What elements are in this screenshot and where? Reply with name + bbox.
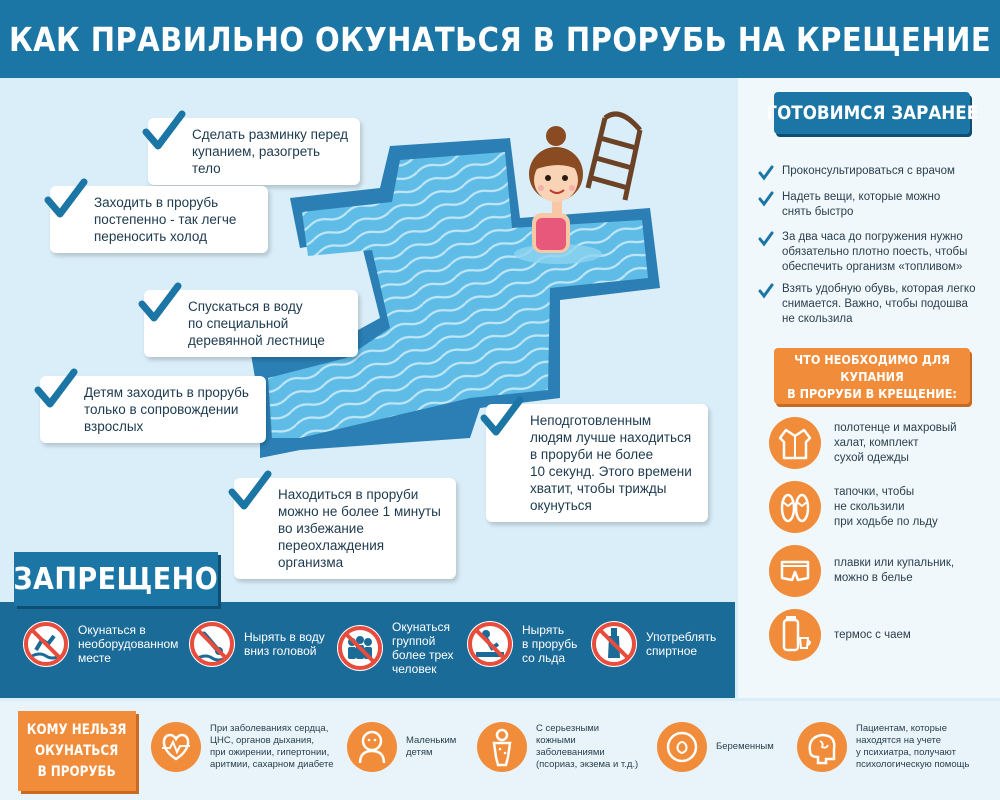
who-item [796,721,969,773]
tip-ladder [144,290,358,357]
heart-icon [150,721,202,773]
needed-text: не скользили [834,500,905,513]
who-text: аритмии, сахарном диабете [210,759,334,770]
needed-item [768,416,998,470]
who-text: у психиатра, получают [856,747,956,758]
ladder-icon [588,114,640,200]
checkmark-icon [480,396,524,440]
forbidden-item [22,620,178,668]
tip-text: деревянной лестнице [188,333,325,348]
contraindications-section [0,698,1000,800]
tip-text: организма [278,555,344,570]
group-icon [336,624,384,672]
who-text: заболеваниями [536,747,605,758]
forbidden-text: со льда [522,651,566,665]
who-text: психологическую помощь [856,759,970,770]
who-text: С серьезными [536,723,600,734]
forbidden-title: ЗАПРЕЩЕНО [13,561,219,597]
tip-text: только в сопровождении [84,402,239,417]
who-item [476,721,638,773]
prepare-text: снимается. Важно, чтобы подошва [782,298,968,310]
right-panel [735,78,1000,698]
prepare-title-box [766,92,978,134]
who-title-line: В ПРОРУБЬ [37,763,117,780]
tip-children [40,376,266,443]
who-text: находятся на учете [856,735,942,746]
who-title-box [18,711,136,791]
ice-dive-icon [466,620,514,668]
checkmark-icon [758,231,774,247]
slippers-icon [768,480,822,534]
tip-one-minute [234,478,456,579]
tip-text: Спускаться в воду [188,299,303,314]
needed-text: полотенце и махровый [834,421,957,434]
unequipped-place-icon [22,620,70,668]
who-text: Маленьким [406,735,457,746]
bottle-icon [590,620,638,668]
who-title-line: КОМУ НЕЛЬЗЯ [27,721,127,738]
tip-text: можно не более 1 минуты [278,504,441,519]
who-text: Пациентам, которые [856,723,947,734]
forbidden-item [466,620,577,668]
who-text: При заболеваниях сердца, [210,723,329,734]
tip-text: переносить холод [94,229,207,244]
who-item [346,721,456,773]
prepare-item [758,190,993,220]
prepare-text: Взять удобную обувь, которая легко [782,283,976,295]
swimwear-icon [768,544,822,598]
page-header [0,0,1000,78]
prepare-text: За два часа до погружения нужно [782,231,963,243]
tip-text: купанием, разогреть тело [192,144,321,176]
forbidden-section [0,602,735,698]
prepare-text: не скользила [782,313,853,325]
forbidden-text: более трех [392,648,454,662]
needed-text: халат, комплект [834,436,919,449]
tip-text: во избежание [278,521,364,536]
baby-icon [346,721,398,773]
tip-text: 10 секунд. Этого времени [530,464,692,479]
needed-item [768,608,998,662]
forbidden-title-box [14,552,218,606]
needed-title-box [774,348,970,404]
forbidden-text: вниз головой [244,644,317,658]
needed-text: плавки или купальник, [834,557,955,569]
prepare-item [758,230,993,275]
tip-text: Находиться в проруби [278,487,419,502]
forbidden-text: Употреблять [646,630,717,644]
forbidden-item [336,620,454,676]
checkmark-icon [138,282,182,326]
tip-text: Неподготовленным [530,413,652,428]
forbidden-text: необорудованном [78,637,179,651]
forbidden-text: в прорубь [522,637,578,651]
tip-gradual [50,186,268,253]
forbidden-text: Нырять в воду [244,630,325,644]
checkmark-icon [758,191,774,207]
who-text: при ожирении, гипертонии, [210,747,330,758]
prepare-title: ГОТОВИМСЯ ЗАРАНЕЕ [766,102,978,124]
prepare-text: Надеть вещи, которые можно [782,191,941,203]
prepare-text: обеспечить организм «топливом» [782,261,963,273]
tip-text: хватит, чтобы трижды [530,481,667,496]
who-item [150,721,334,773]
prepare-item [758,282,993,327]
forbidden-text: спиртное [646,644,698,658]
checkmark-icon [142,110,186,154]
checkmark-icon [44,178,88,222]
tip-text: взрослых [84,419,144,434]
needed-item [768,480,998,534]
tip-text: окунуться [530,498,592,513]
tip-text: в проруби не более [530,447,654,462]
who-text: (псориаз, экзема и т.д.) [536,759,639,770]
needed-text: тапочки, чтобы [834,485,915,498]
main-area [0,78,735,598]
pregnant-icon [656,721,708,773]
forbidden-text: Нырять [522,623,565,637]
needed-text: термос с чаем [834,628,911,641]
prepare-item [758,164,993,181]
who-text: детям [406,747,433,758]
bathrobe-icon [768,416,822,470]
forbidden-text: месте [78,651,111,665]
checkmark-icon [758,165,774,181]
tip-text: Детям заходить в прорубь [84,385,249,400]
tip-text: по специальной [188,316,289,331]
needed-text: можно в белье [834,572,913,584]
who-text: ЦНС, органов дыхания, [210,735,314,746]
forbidden-text: Окунаться [392,620,451,634]
tip-text: людям лучше находиться [530,430,692,445]
checkmark-icon [758,283,774,299]
who-title-line: ОКУНАТЬСЯ [35,742,119,759]
needed-text: сухой одежды [834,451,909,464]
tip-warmup [148,118,360,185]
forbidden-item [188,620,325,668]
tip-text: Сделать разминку перед [192,127,349,142]
page-title: КАК ПРАВИЛЬНО ОКУНАТЬСЯ В ПРОРУБЬ НА КРЕЩЕНИЕ [8,19,992,59]
forbidden-item [590,620,716,668]
who-text: Беременным [716,741,774,752]
tip-text: переохлаждения [278,538,385,553]
prepare-text: Проконсультироваться с врачом [782,165,955,177]
forbidden-text: человек [392,662,437,676]
needed-item [768,544,998,598]
needed-text: при ходьбе по льду [834,515,938,528]
brain-icon [796,721,848,773]
prepare-text: обязательно плотно поесть, чтобы [782,246,968,258]
needed-title-line: В ПРОРУБИ В КРЕЩЕНИЕ: [787,385,957,401]
needed-title-line: ЧТО НЕОБХОДИМО ДЛЯ КУПАНИЯ [794,351,950,384]
dive-head-icon [188,620,236,668]
tip-text: Заходить в прорубь [94,195,219,210]
forbidden-text: Окунаться в [78,623,146,637]
checkmark-icon [34,368,78,412]
thermos-icon [768,608,822,662]
skin-icon [476,721,528,773]
tip-text: постепенно - так легче [94,212,237,227]
forbidden-text: группой [392,634,436,648]
prepare-text: снять быстро [782,206,854,218]
who-item [656,721,774,773]
checkmark-icon [228,470,272,514]
tip-ten-seconds [486,404,708,522]
who-text: кожными [536,735,576,746]
